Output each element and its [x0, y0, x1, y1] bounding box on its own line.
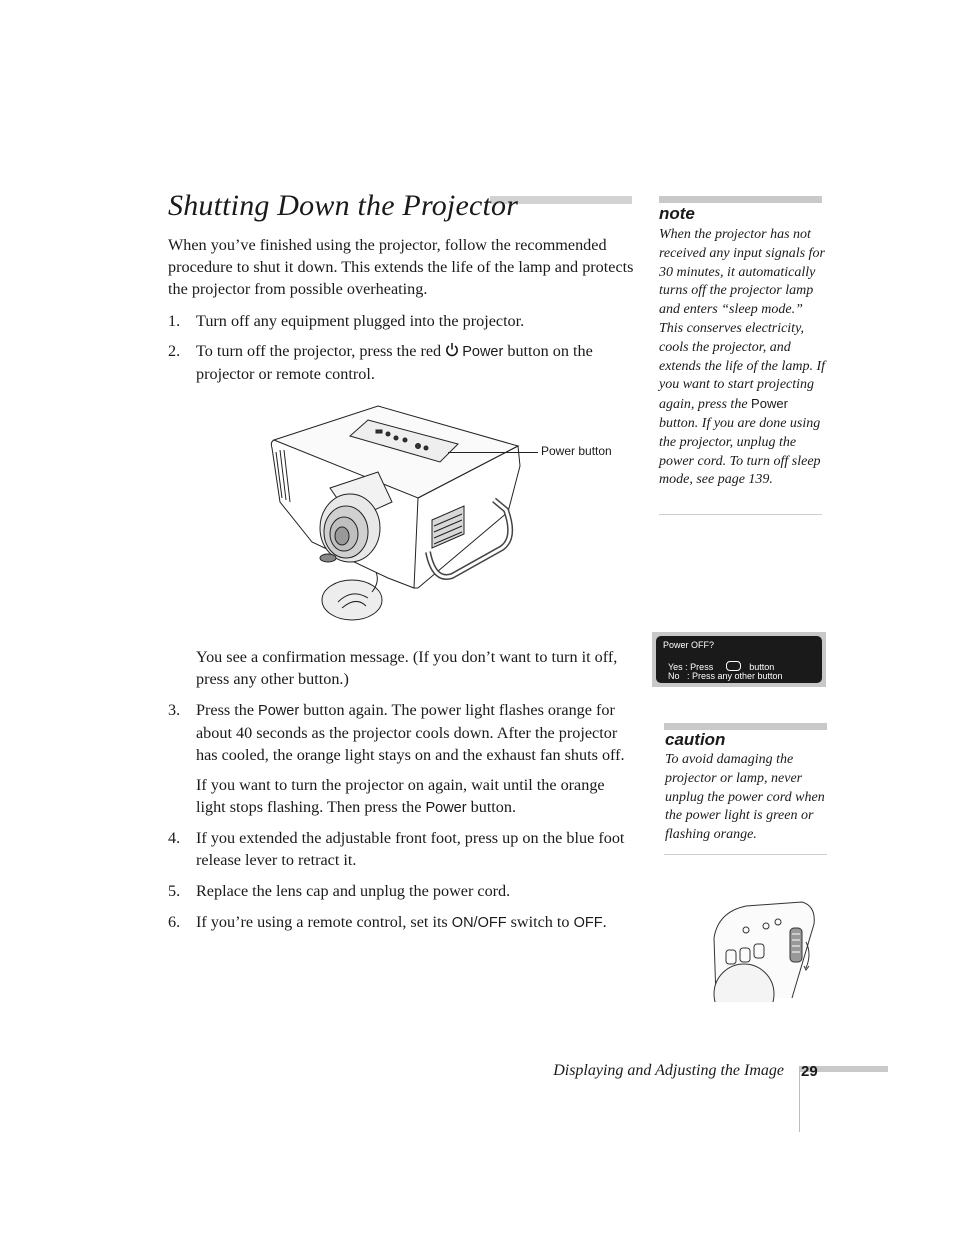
step-number: 4.: [168, 829, 181, 847]
step-1: [168, 310, 656, 332]
step-text: Turn off any equipment plugged into the projector.: [196, 312, 525, 330]
message-no-line: No : Press any other button: [668, 671, 783, 681]
power-label: Power: [462, 344, 504, 360]
step-text: Press the: [196, 701, 254, 719]
step-text: button again. The power light flashes orange for about 40 seconds as the projector cools down. After the projector has cooled, the orange light stays on and the exhaust fan shuts off.: [196, 701, 625, 764]
note-rule: [659, 514, 822, 515]
note-body: [659, 226, 825, 490]
caution-rule: [664, 854, 827, 855]
switch-label: ON/OFF: [451, 915, 507, 931]
step-3-followup: [196, 774, 634, 819]
followup-text: If you want to turn the projector on again, wait until the orange light stops flashing. Then press the: [196, 776, 605, 816]
power-label: Power: [258, 703, 300, 719]
step-3: [168, 699, 634, 766]
projector-illustration: [268, 402, 530, 624]
power-button-icon: [726, 661, 741, 671]
step-text: .: [602, 913, 607, 931]
caution-body: To avoid damaging the projector or lamp, never unplug the power cord when the power light is green or flashing orange.: [665, 752, 825, 843]
remote-control-illustration: [706, 898, 818, 1002]
caution-heading: caution: [665, 730, 726, 749]
footer-section-title: Displaying and Adjusting the Image: [553, 1062, 784, 1079]
confirm-paragraph: You see a confirmation message. (If you don’t want to turn it off, press any other button.): [196, 648, 618, 688]
yes-label: Yes : Press: [668, 662, 714, 672]
intro-paragraph: When you’ve finished using the projector, follow the recommended procedure to shut it down. This extends the life of the lamp and protects the projector from possible overheating.: [168, 236, 634, 298]
step-number: 5.: [168, 882, 181, 900]
step-6: [168, 911, 656, 934]
step-2: [168, 340, 632, 385]
callout-line: [448, 452, 538, 453]
step-text: If you’re using a remote control, set its: [196, 913, 448, 931]
power-label: Power: [751, 396, 788, 412]
power-label: Power: [425, 800, 467, 816]
note-heading: note: [659, 204, 695, 223]
step-5: [168, 880, 656, 902]
step-text: If you extended the adjustable front foot, press up on the blue foot release lever to retract it.: [196, 829, 625, 869]
step-text: To turn off the projector, press the red: [196, 342, 442, 360]
note-text: button. If you are done using the projector, unplug the power cord. To turn off sleep mode, see page 139.: [659, 415, 821, 488]
step-text: button on the projector or remote control.: [196, 342, 593, 383]
step-text: switch to: [510, 913, 570, 931]
footer-divider: [799, 1066, 800, 1132]
step-number: 6.: [168, 913, 181, 931]
step-number: 2.: [168, 342, 181, 360]
note-text: When the projector has not received any input signals for 30 minutes, it automatically turns off the projector lamp and enters “sleep mode.” This conserves electricity, cools the projector, and extends the life of the lamp. If you want to start projecting again, press the: [659, 227, 826, 413]
step-number: 1.: [168, 312, 181, 330]
followup-text: button.: [470, 798, 517, 816]
figure-callout: Power button: [541, 444, 612, 458]
step-4: [168, 827, 626, 871]
power-off-message: [652, 632, 826, 687]
off-label: OFF: [573, 915, 603, 931]
page-number: 29: [801, 1063, 818, 1080]
message-title: Power OFF?: [663, 640, 715, 650]
yes-button-text: button: [749, 662, 775, 672]
caution-bar: [664, 723, 827, 730]
message-panel: [656, 636, 822, 683]
page-title: Shutting Down the Projector: [168, 189, 519, 222]
note-bar: [659, 196, 822, 203]
step-number: 3.: [168, 701, 181, 719]
step-text: Replace the lens cap and unplug the power cord.: [196, 882, 511, 900]
power-icon: [445, 341, 459, 363]
